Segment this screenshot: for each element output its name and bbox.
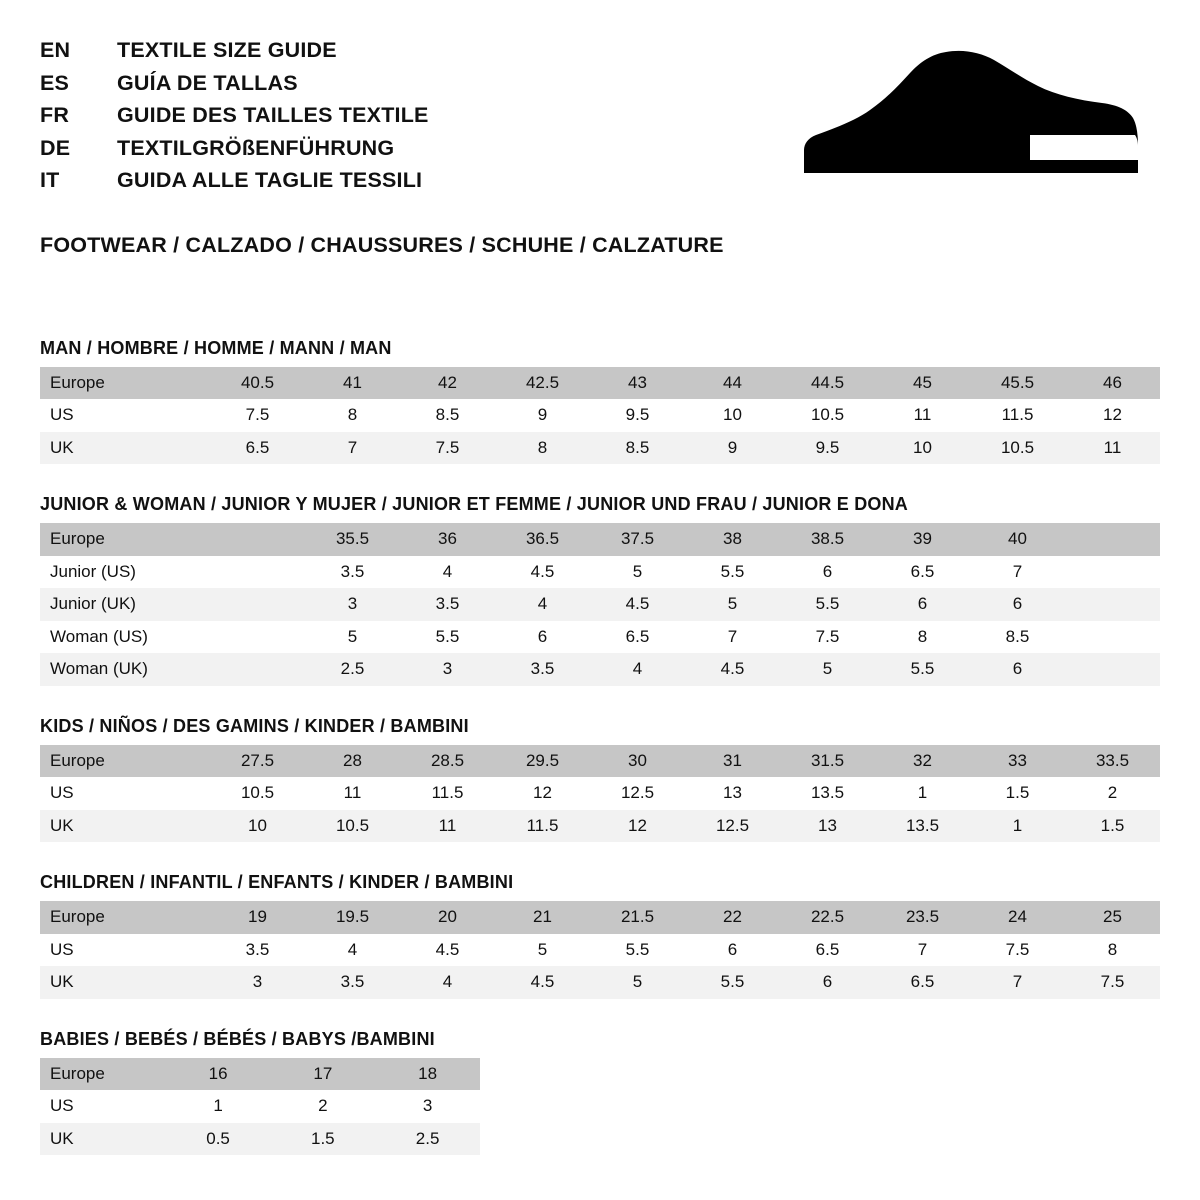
cell: 10.5 bbox=[780, 399, 875, 432]
cell: 5.5 bbox=[685, 966, 780, 999]
cell: 3 bbox=[305, 588, 400, 621]
size-table bbox=[40, 367, 1160, 465]
cell: 23.5 bbox=[875, 901, 970, 934]
cell: 10 bbox=[875, 432, 970, 465]
cell: 2 bbox=[270, 1090, 375, 1123]
language-code: DE bbox=[40, 135, 71, 160]
row-label: US bbox=[40, 399, 210, 432]
language-title: GUÍA DE TALLAS bbox=[117, 70, 298, 95]
table-row bbox=[40, 1090, 480, 1123]
table-row bbox=[40, 556, 1160, 589]
table-row bbox=[40, 901, 1160, 934]
cell: 38 bbox=[685, 523, 780, 556]
cell: 43 bbox=[590, 367, 685, 400]
cell: 7.5 bbox=[400, 432, 495, 465]
cell: 7.5 bbox=[970, 934, 1065, 967]
cell: 5.5 bbox=[400, 621, 495, 654]
cell: 7 bbox=[970, 556, 1065, 589]
language-code: ES bbox=[40, 70, 70, 95]
cell: 4 bbox=[305, 934, 400, 967]
cell: 10.5 bbox=[305, 810, 400, 843]
cell: 9 bbox=[685, 432, 780, 465]
cell: 6.5 bbox=[780, 934, 875, 967]
cell: 5.5 bbox=[875, 653, 970, 686]
row-label: Junior (UK) bbox=[40, 588, 210, 621]
cell: 12 bbox=[590, 810, 685, 843]
cell: 42.5 bbox=[495, 367, 590, 400]
section-title: JUNIOR & WOMAN / JUNIOR Y MUJER / JUNIOR ET FEMME / JUNIOR UND FRAU / JUNIOR E DONA bbox=[40, 494, 909, 514]
cell: 1.5 bbox=[970, 777, 1065, 810]
cell: 38.5 bbox=[780, 523, 875, 556]
cell: 27.5 bbox=[210, 745, 305, 778]
cell: 3.5 bbox=[305, 556, 400, 589]
cell: 30 bbox=[590, 745, 685, 778]
table-row bbox=[40, 588, 1160, 621]
cell bbox=[210, 653, 305, 686]
cell bbox=[210, 588, 305, 621]
language-title: GUIDE DES TAILLES TEXTILE bbox=[117, 103, 429, 127]
cell: 36 bbox=[400, 523, 495, 556]
size-table bbox=[40, 745, 1160, 843]
cell: 22 bbox=[685, 901, 780, 934]
section-man bbox=[40, 338, 1160, 465]
cell: 11 bbox=[305, 777, 400, 810]
cell: 6.5 bbox=[590, 621, 685, 654]
section-title: CHILDREN / INFANTIL / ENFANTS / KINDER / BAMBINI bbox=[40, 872, 514, 892]
cell bbox=[210, 621, 305, 654]
row-label: Europe bbox=[40, 901, 210, 934]
cell: 21.5 bbox=[590, 901, 685, 934]
language-row bbox=[40, 67, 429, 100]
cell: 8 bbox=[495, 432, 590, 465]
cell: 7.5 bbox=[210, 399, 305, 432]
section-kids bbox=[40, 716, 1160, 843]
cell: 1 bbox=[970, 810, 1065, 843]
section-junior-woman bbox=[40, 494, 1160, 686]
cell: 10.5 bbox=[970, 432, 1065, 465]
cell: 3.5 bbox=[210, 934, 305, 967]
cell: 5 bbox=[590, 966, 685, 999]
table-row bbox=[40, 523, 1160, 556]
cell bbox=[210, 556, 305, 589]
language-row bbox=[40, 164, 429, 197]
cell: 5.5 bbox=[780, 588, 875, 621]
cell: 1.5 bbox=[270, 1123, 375, 1156]
cell: 8 bbox=[305, 399, 400, 432]
row-label: US bbox=[40, 777, 210, 810]
shoe-illustration-wrapper bbox=[790, 34, 1160, 178]
cell: 45 bbox=[875, 367, 970, 400]
cell: 40.5 bbox=[210, 367, 305, 400]
cell: 5.5 bbox=[685, 556, 780, 589]
cell: 13.5 bbox=[875, 810, 970, 843]
section-title: MAN / HOMBRE / HOMME / MANN / MAN bbox=[40, 337, 392, 358]
table-row bbox=[40, 653, 1160, 686]
cell: 33.5 bbox=[1065, 745, 1160, 778]
cell: 8.5 bbox=[970, 621, 1065, 654]
language-code: EN bbox=[40, 38, 71, 62]
row-label: UK bbox=[40, 810, 210, 843]
cell: 2.5 bbox=[375, 1123, 480, 1156]
cell: 31 bbox=[685, 745, 780, 778]
cell: 12 bbox=[1065, 399, 1160, 432]
cell bbox=[210, 523, 305, 556]
cell: 10.5 bbox=[210, 777, 305, 810]
cell: 8 bbox=[875, 621, 970, 654]
cell: 1 bbox=[166, 1090, 271, 1123]
cell: 46 bbox=[1065, 367, 1160, 400]
cell: 6 bbox=[970, 653, 1065, 686]
row-label: Europe bbox=[40, 1058, 166, 1091]
language-row bbox=[40, 99, 429, 132]
section-children bbox=[40, 872, 1160, 999]
row-label: Europe bbox=[40, 745, 210, 778]
cell: 6 bbox=[685, 934, 780, 967]
cell: 11.5 bbox=[970, 399, 1065, 432]
cell: 16 bbox=[166, 1058, 271, 1091]
cell: 33 bbox=[970, 745, 1065, 778]
size-table bbox=[40, 523, 1160, 686]
size-tables bbox=[40, 338, 1160, 1156]
cell: 22.5 bbox=[780, 901, 875, 934]
cell: 28.5 bbox=[400, 745, 495, 778]
cell: 8 bbox=[1065, 934, 1160, 967]
cell: 28 bbox=[305, 745, 400, 778]
cell: 4.5 bbox=[685, 653, 780, 686]
cell: 4 bbox=[495, 588, 590, 621]
cell: 4.5 bbox=[495, 966, 590, 999]
cell: 4.5 bbox=[590, 588, 685, 621]
cell bbox=[1065, 621, 1160, 654]
cell: 9.5 bbox=[590, 399, 685, 432]
cell: 37.5 bbox=[590, 523, 685, 556]
cell: 12.5 bbox=[590, 777, 685, 810]
cell: 44.5 bbox=[780, 367, 875, 400]
cell: 5 bbox=[685, 588, 780, 621]
cell: 5 bbox=[590, 556, 685, 589]
table-row bbox=[40, 1123, 480, 1156]
language-code: IT bbox=[40, 168, 60, 192]
row-label: UK bbox=[40, 432, 210, 465]
cell: 20 bbox=[400, 901, 495, 934]
size-table bbox=[40, 1058, 480, 1156]
table-row bbox=[40, 621, 1160, 654]
language-row bbox=[40, 132, 429, 165]
cell: 9.5 bbox=[780, 432, 875, 465]
cell: 2.5 bbox=[305, 653, 400, 686]
cell: 4 bbox=[400, 556, 495, 589]
cell: 5 bbox=[495, 934, 590, 967]
dress-shoe-icon bbox=[794, 48, 1139, 178]
table-row bbox=[40, 399, 1160, 432]
cell: 3.5 bbox=[495, 653, 590, 686]
cell: 31.5 bbox=[780, 745, 875, 778]
size-table bbox=[40, 901, 1160, 999]
language-title: TEXTILE SIZE GUIDE bbox=[117, 38, 337, 62]
row-label: US bbox=[40, 934, 210, 967]
cell: 19.5 bbox=[305, 901, 400, 934]
cell: 35.5 bbox=[305, 523, 400, 556]
cell bbox=[1065, 556, 1160, 589]
cell: 11 bbox=[1065, 432, 1160, 465]
cell: 2 bbox=[1065, 777, 1160, 810]
cell: 17 bbox=[270, 1058, 375, 1091]
table-row bbox=[40, 432, 1160, 465]
cell bbox=[1065, 653, 1160, 686]
table-row bbox=[40, 966, 1160, 999]
footwear-category-title: FOOTWEAR / CALZADO / CHAUSSURES / SCHUHE / CALZATURE bbox=[40, 232, 724, 257]
cell: 7 bbox=[875, 934, 970, 967]
cell: 3 bbox=[210, 966, 305, 999]
cell: 4.5 bbox=[495, 556, 590, 589]
cell: 11 bbox=[875, 399, 970, 432]
language-title: GUIDA ALLE TAGLIE TESSILI bbox=[117, 168, 423, 192]
cell: 21 bbox=[495, 901, 590, 934]
cell: 36.5 bbox=[495, 523, 590, 556]
language-code: FR bbox=[40, 103, 70, 127]
cell: 11.5 bbox=[495, 810, 590, 843]
row-label: Junior (US) bbox=[40, 556, 210, 589]
cell: 0.5 bbox=[166, 1123, 271, 1156]
section-title: BABIES / BEBÉS / BÉBÉS / BABYS /BAMBINI bbox=[40, 1028, 435, 1049]
cell: 7.5 bbox=[1065, 966, 1160, 999]
cell: 7 bbox=[685, 621, 780, 654]
cell: 13.5 bbox=[780, 777, 875, 810]
cell: 6.5 bbox=[875, 556, 970, 589]
row-label: US bbox=[40, 1090, 166, 1123]
row-label: Woman (UK) bbox=[40, 653, 210, 686]
cell: 8.5 bbox=[400, 399, 495, 432]
cell: 5 bbox=[780, 653, 875, 686]
cell: 39 bbox=[875, 523, 970, 556]
cell: 6 bbox=[780, 966, 875, 999]
cell bbox=[1065, 588, 1160, 621]
cell: 13 bbox=[780, 810, 875, 843]
cell: 4 bbox=[400, 966, 495, 999]
table-row bbox=[40, 367, 1160, 400]
document-header bbox=[40, 34, 1160, 197]
cell: 6.5 bbox=[875, 966, 970, 999]
cell: 3 bbox=[375, 1090, 480, 1123]
cell: 18 bbox=[375, 1058, 480, 1091]
cell: 11 bbox=[400, 810, 495, 843]
cell: 24 bbox=[970, 901, 1065, 934]
cell: 9 bbox=[495, 399, 590, 432]
cell: 6 bbox=[495, 621, 590, 654]
cell: 1.5 bbox=[1065, 810, 1160, 843]
cell: 45.5 bbox=[970, 367, 1065, 400]
cell: 6 bbox=[780, 556, 875, 589]
table-row bbox=[40, 934, 1160, 967]
cell: 5 bbox=[305, 621, 400, 654]
cell: 32 bbox=[875, 745, 970, 778]
language-title-list bbox=[40, 34, 429, 197]
cell bbox=[1065, 523, 1160, 556]
cell: 3.5 bbox=[400, 588, 495, 621]
cell: 10 bbox=[210, 810, 305, 843]
cell: 29.5 bbox=[495, 745, 590, 778]
table-row bbox=[40, 777, 1160, 810]
cell: 7.5 bbox=[780, 621, 875, 654]
row-label: UK bbox=[40, 1123, 166, 1156]
section-title: KIDS / NIÑOS / DES GAMINS / KINDER / BAMBINI bbox=[40, 715, 469, 736]
cell: 1 bbox=[875, 777, 970, 810]
row-label: UK bbox=[40, 966, 210, 999]
cell: 6.5 bbox=[210, 432, 305, 465]
cell: 13 bbox=[685, 777, 780, 810]
cell: 3 bbox=[400, 653, 495, 686]
cell: 4 bbox=[590, 653, 685, 686]
cell: 42 bbox=[400, 367, 495, 400]
language-title: TEXTILGRÖßENFÜHRUNG bbox=[117, 135, 395, 160]
section-babies bbox=[40, 1029, 1160, 1156]
table-row bbox=[40, 810, 1160, 843]
cell: 3.5 bbox=[305, 966, 400, 999]
cell: 6 bbox=[970, 588, 1065, 621]
cell: 7 bbox=[305, 432, 400, 465]
cell: 6 bbox=[875, 588, 970, 621]
cell: 12.5 bbox=[685, 810, 780, 843]
cell: 4.5 bbox=[400, 934, 495, 967]
cell: 44 bbox=[685, 367, 780, 400]
cell: 19 bbox=[210, 901, 305, 934]
cell: 11.5 bbox=[400, 777, 495, 810]
row-label: Europe bbox=[40, 523, 210, 556]
language-row bbox=[40, 34, 429, 67]
cell: 12 bbox=[495, 777, 590, 810]
row-label: Woman (US) bbox=[40, 621, 210, 654]
table-row bbox=[40, 745, 1160, 778]
table-row bbox=[40, 1058, 480, 1091]
cell: 7 bbox=[970, 966, 1065, 999]
cell: 5.5 bbox=[590, 934, 685, 967]
cell: 41 bbox=[305, 367, 400, 400]
cell: 25 bbox=[1065, 901, 1160, 934]
cell: 10 bbox=[685, 399, 780, 432]
row-label: Europe bbox=[40, 367, 210, 400]
cell: 40 bbox=[970, 523, 1065, 556]
cell: 8.5 bbox=[590, 432, 685, 465]
